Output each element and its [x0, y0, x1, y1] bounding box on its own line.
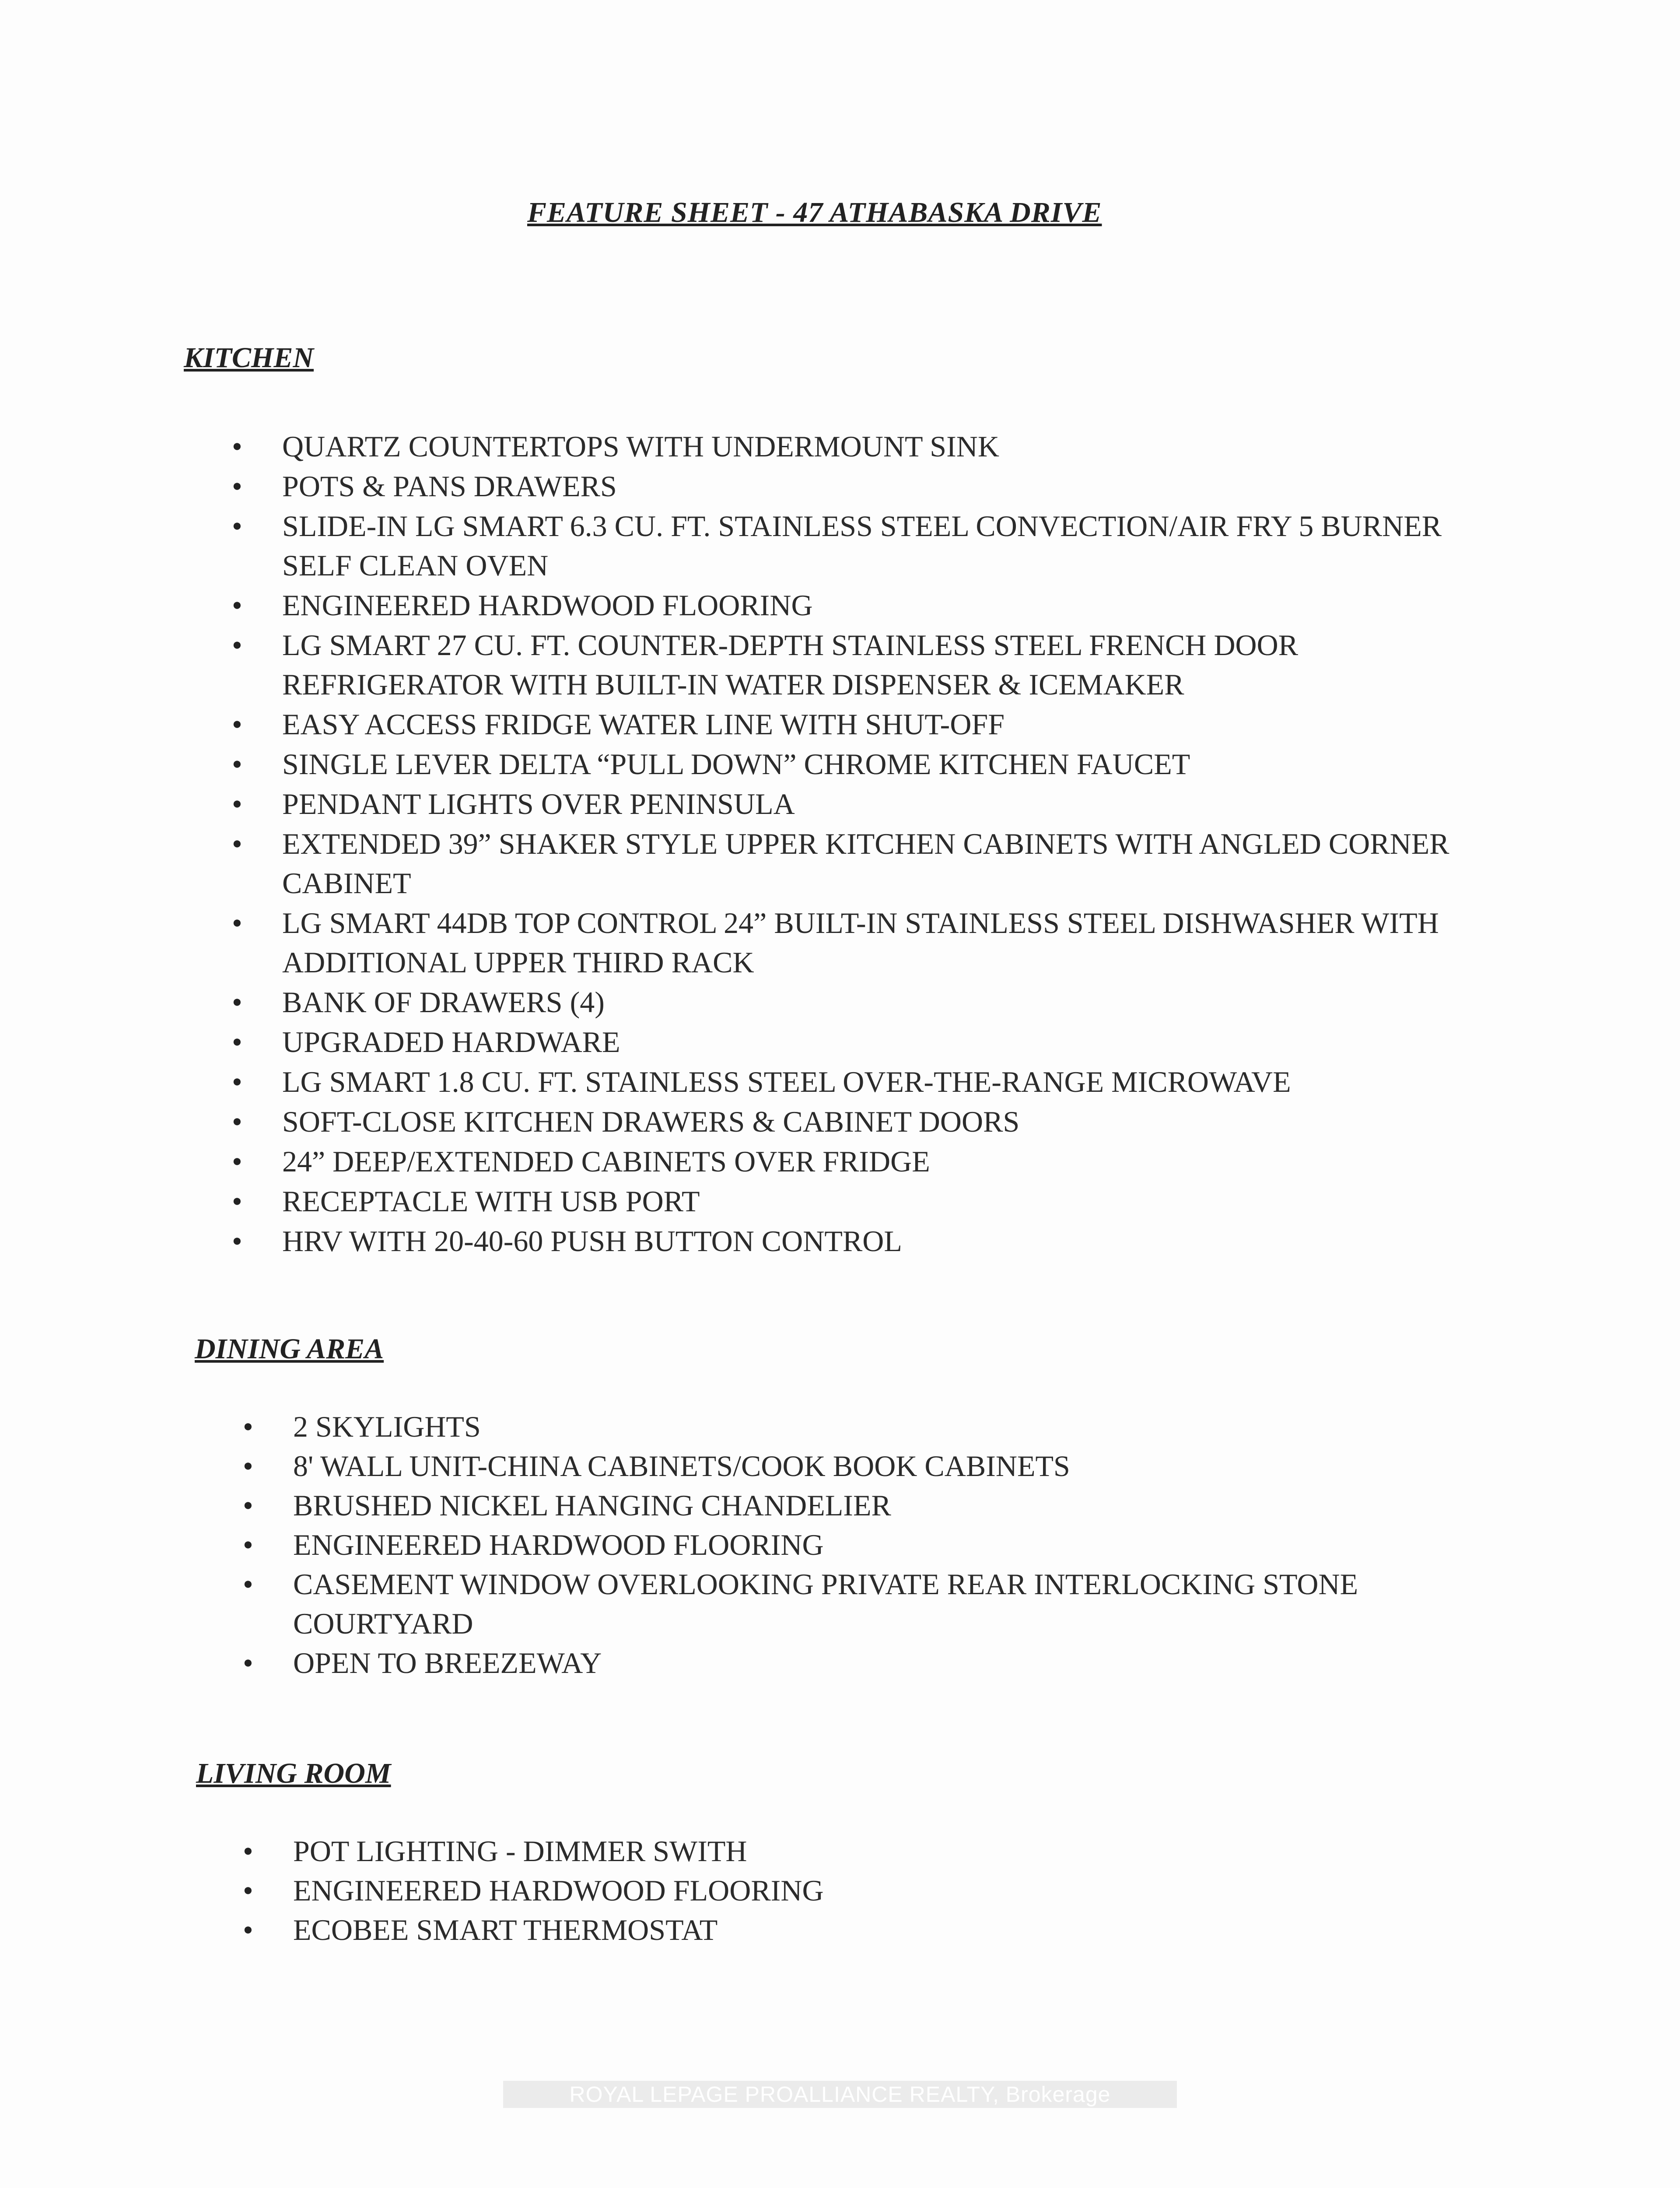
- feature-text: BRUSHED NICKEL HANGING CHANDELIER: [293, 1489, 891, 1522]
- feature-text: RECEPTACLE WITH USB PORT: [282, 1185, 700, 1218]
- bullet-icon: •: [243, 1528, 253, 1561]
- feature-list-item: [232, 427, 1457, 466]
- bullet-icon: •: [232, 1065, 242, 1098]
- feature-list-item: [232, 784, 1457, 824]
- feature-list-item: [243, 1643, 1468, 1683]
- bullet-icon: •: [243, 1874, 253, 1907]
- feature-text: 2 SKYLIGHTS: [293, 1410, 481, 1443]
- feature-text: EXTENDED 39” SHAKER STYLE UPPER KITCHEN CABINETS WITH ANGLED CORNER CABINET: [282, 827, 1449, 900]
- bullet-icon: •: [232, 985, 242, 1019]
- bullet-icon: •: [232, 708, 242, 741]
- feature-list-item: [232, 1022, 1457, 1062]
- dining-feature-list: [243, 1407, 1468, 1683]
- living-feature-list: [243, 1831, 1468, 1950]
- feature-text: UPGRADED HARDWARE: [282, 1025, 620, 1059]
- feature-list-item: [243, 1407, 1468, 1446]
- feature-text: OPEN TO BREEZEWAY: [293, 1646, 602, 1680]
- feature-text: ENGINEERED HARDWOOD FLOORING: [282, 589, 813, 622]
- feature-list-item: [232, 466, 1457, 506]
- feature-text: HRV WITH 20-40-60 PUSH BUTTON CONTROL: [282, 1224, 902, 1258]
- feature-list-item: [232, 1221, 1457, 1261]
- feature-list-item: [232, 705, 1457, 744]
- feature-text: BANK OF DRAWERS (4): [282, 985, 605, 1019]
- bullet-icon: •: [232, 827, 242, 860]
- bullet-icon: •: [243, 1449, 253, 1483]
- feature-list-item: [232, 744, 1457, 784]
- feature-list-item: [243, 1564, 1468, 1643]
- bullet-icon: •: [232, 906, 242, 940]
- bullet-icon: •: [232, 628, 242, 662]
- bullet-icon: •: [232, 509, 242, 543]
- feature-text: ENGINEERED HARDWOOD FLOORING: [293, 1874, 824, 1907]
- bullet-icon: •: [232, 589, 242, 622]
- feature-list-item: [232, 1182, 1457, 1221]
- feature-text: 8' WALL UNIT-CHINA CABINETS/COOK BOOK CABINETS: [293, 1449, 1070, 1483]
- feature-text: PENDANT LIGHTS OVER PENINSULA: [282, 787, 795, 820]
- bullet-icon: •: [232, 430, 242, 463]
- bullet-icon: •: [243, 1489, 253, 1522]
- feature-list-item: [232, 824, 1457, 903]
- feature-text: EASY ACCESS FRIDGE WATER LINE WITH SHUT-OFF: [282, 708, 1005, 741]
- feature-text: QUARTZ COUNTERTOPS WITH UNDERMOUNT SINK: [282, 430, 999, 463]
- feature-list-item: [243, 1446, 1468, 1486]
- feature-list-item: [232, 1102, 1457, 1141]
- bullet-icon: •: [232, 1025, 242, 1059]
- feature-list-item: [243, 1910, 1468, 1950]
- feature-list-item: [232, 1062, 1457, 1101]
- feature-text: POT LIGHTING - DIMMER SWITH: [293, 1834, 747, 1868]
- bullet-icon: •: [232, 470, 242, 503]
- feature-list-item: [232, 1142, 1457, 1181]
- feature-text: 24” DEEP/EXTENDED CABINETS OVER FRIDGE: [282, 1145, 930, 1178]
- bullet-icon: •: [232, 1145, 242, 1178]
- feature-list-item: [243, 1486, 1468, 1525]
- feature-list-item: [232, 506, 1457, 585]
- bullet-icon: •: [232, 747, 242, 781]
- feature-text: LG SMART 27 CU. FT. COUNTER-DEPTH STAINLESS STEEL FRENCH DOOR REFRIGERATOR WITH BUILT-IN WATER DISPENSER & ICEMAKER: [282, 628, 1298, 701]
- bullet-icon: •: [243, 1834, 253, 1868]
- section-heading-kitchen: KITCHEN: [184, 342, 314, 374]
- feature-text: SINGLE LEVER DELTA “PULL DOWN” CHROME KITCHEN FAUCET: [282, 747, 1190, 781]
- feature-text: ENGINEERED HARDWOOD FLOORING: [293, 1528, 824, 1561]
- scan-artifact: [6, 184, 10, 210]
- feature-text: LG SMART 44DB TOP CONTROL 24” BUILT-IN STAINLESS STEEL DISHWASHER WITH ADDITIONAL UPPER THIRD RACK: [282, 906, 1439, 979]
- feature-text: SOFT-CLOSE KITCHEN DRAWERS & CABINET DOORS: [282, 1105, 1020, 1138]
- bullet-icon: •: [243, 1567, 253, 1601]
- feature-list-item: [232, 903, 1457, 982]
- feature-text: LG SMART 1.8 CU. FT. STAINLESS STEEL OVER-THE-RANGE MICROWAVE: [282, 1065, 1291, 1098]
- bullet-icon: •: [243, 1646, 253, 1680]
- feature-text: CASEMENT WINDOW OVERLOOKING PRIVATE REAR INTERLOCKING STONE COURTYARD: [293, 1567, 1358, 1640]
- section-heading-dining-area: DINING AREA: [195, 1333, 384, 1365]
- document-title: FEATURE SHEET - 47 ATHABASKA DRIVE: [527, 196, 1102, 228]
- feature-list-item: [232, 625, 1457, 704]
- bullet-icon: •: [243, 1913, 253, 1946]
- feature-list-item: [232, 982, 1457, 1022]
- bullet-icon: •: [232, 787, 242, 820]
- bullet-icon: •: [232, 1185, 242, 1218]
- bullet-icon: •: [243, 1410, 253, 1443]
- feature-text: POTS & PANS DRAWERS: [282, 470, 617, 503]
- bullet-icon: •: [232, 1105, 242, 1138]
- feature-list-item: [243, 1871, 1468, 1910]
- feature-list-item: [243, 1831, 1468, 1871]
- feature-list-item: [243, 1525, 1468, 1564]
- feature-text: ECOBEE SMART THERMOSTAT: [293, 1913, 718, 1946]
- section-heading-living-room: LIVING ROOM: [196, 1757, 391, 1789]
- feature-text: SLIDE-IN LG SMART 6.3 CU. FT. STAINLESS STEEL CONVECTION/AIR FRY 5 BURNER SELF CLEAN OVEN: [282, 509, 1442, 582]
- bullet-icon: •: [232, 1224, 242, 1258]
- kitchen-feature-list: [232, 427, 1457, 1261]
- brokerage-watermark: ROYAL LEPAGE PROALLIANCE REALTY, Brokerage: [503, 2081, 1177, 2108]
- feature-list-item: [232, 586, 1457, 625]
